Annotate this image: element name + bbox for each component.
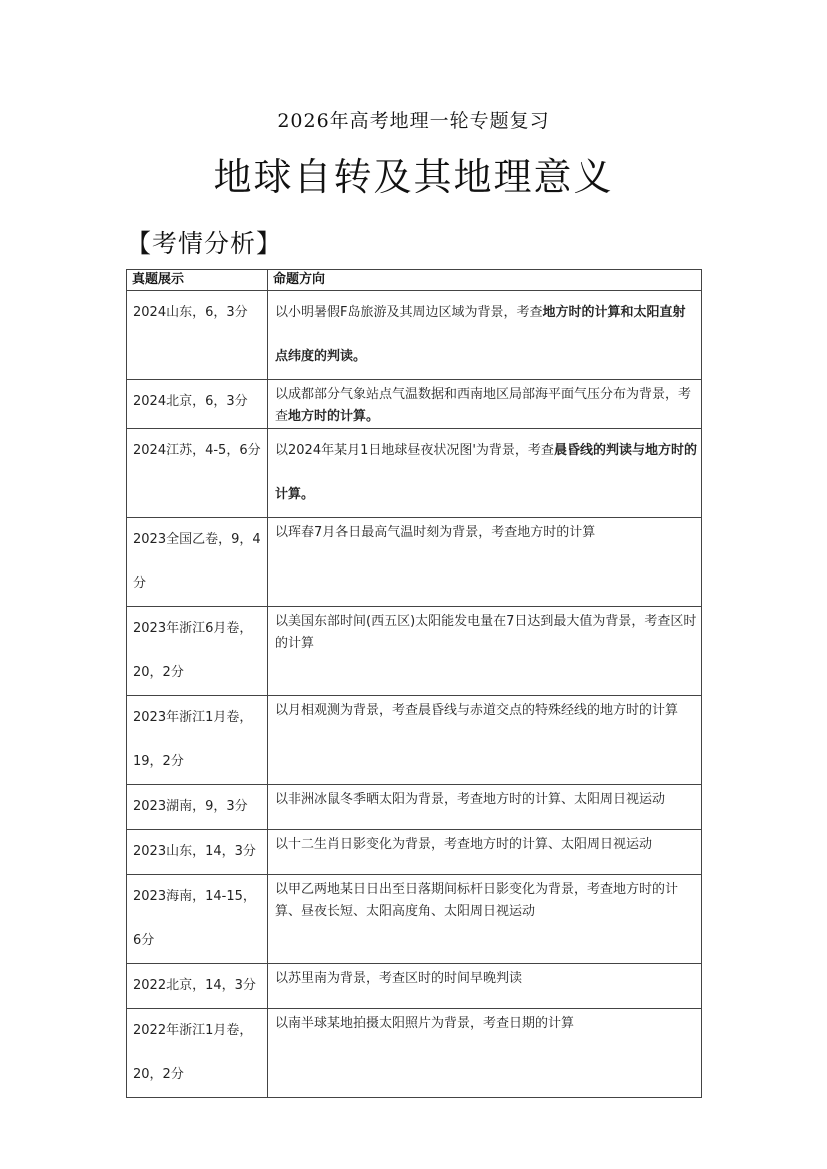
question-direction-cell xyxy=(268,291,702,380)
question-direction-cell xyxy=(268,380,702,429)
question-direction-cell xyxy=(268,875,702,964)
direction-text: 以美国东部时间(西五区)太阳能发电量在7日达到最大值为背景，考查区时的计算 xyxy=(275,614,697,651)
question-direction-cell xyxy=(268,607,702,696)
section-heading: 【考情分析】 xyxy=(126,229,283,258)
table-row xyxy=(127,964,702,1009)
direction-text: 以2024年某月1日地球昼夜状况图'为背景，考查 xyxy=(275,443,554,458)
direction-text: 以十二生肖日影变化为背景，考查地方时的计算、太阳周日视运动 xyxy=(275,837,653,852)
table-header-row xyxy=(127,270,702,291)
document-subtitle: 2026年高考地理一轮专题复习 xyxy=(277,110,550,132)
table-row xyxy=(127,785,702,830)
exam-analysis-table xyxy=(126,269,702,1098)
question-direction-cell xyxy=(268,1009,702,1098)
exam-source-cell: 2023海南，14-15，6分 xyxy=(127,875,268,964)
question-direction-cell xyxy=(268,830,702,875)
emphasis-text: 地方时的计算。 xyxy=(288,409,380,424)
table-row xyxy=(127,1009,702,1098)
exam-source-cell: 2023山东，14，3分 xyxy=(127,830,268,875)
table-row xyxy=(127,380,702,429)
direction-text: 以月相观测为背景，考查晨昏线与赤道交点的特殊经线的地方时的计算 xyxy=(275,703,679,718)
question-direction-cell xyxy=(268,696,702,785)
exam-source-cell: 2022年浙江1月卷，20，2分 xyxy=(127,1009,268,1098)
table-row xyxy=(127,429,702,518)
direction-text: 以甲乙两地某日日出至日落期间标杆日影变化为背景，考查地方时的计算、昼夜长短、太阳高度角、太阳周日视运动 xyxy=(275,882,679,919)
table-row xyxy=(127,518,702,607)
question-direction-cell xyxy=(268,429,702,518)
exam-source-cell: 2024江苏，4-5，6分 xyxy=(127,429,268,518)
column-header-source: 真题展示 xyxy=(127,270,268,291)
table-row xyxy=(127,291,702,380)
emphasis-text: 地方时的计算和太阳直射点纬度的判读。 xyxy=(275,305,686,364)
exam-source-cell: 2024山东，6，3分 xyxy=(127,291,268,380)
exam-source-cell: 2023年浙江6月卷，20，2分 xyxy=(127,607,268,696)
direction-text: 以成都部分气象站点气温数据和西南地区局部海平面气压分布为背景，考查 xyxy=(275,387,692,424)
table-row xyxy=(127,607,702,696)
question-direction-cell xyxy=(268,785,702,830)
table-row xyxy=(127,696,702,785)
exam-source-cell: 2022北京，14，3分 xyxy=(127,964,268,1009)
direction-text: 以苏里南为背景，考查区时的时间早晚判读 xyxy=(275,971,523,986)
exam-source-cell: 2023年浙江1月卷，19，2分 xyxy=(127,696,268,785)
question-direction-cell xyxy=(268,518,702,607)
table-row xyxy=(127,830,702,875)
exam-source-cell: 2024北京，6，3分 xyxy=(127,380,268,429)
exam-source-cell: 2023湖南，9，3分 xyxy=(127,785,268,830)
direction-text: 以非洲冰鼠冬季晒太阳为背景，考查地方时的计算、太阳周日视运动 xyxy=(275,792,666,807)
direction-text: 以珲春7月各日最高气温时刻为背景，考查地方时的计算 xyxy=(275,525,596,540)
document-title: 地球自转及其地理意义 xyxy=(213,155,614,199)
direction-text: 以小明暑假F岛旅游及其周边区域为背景，考查 xyxy=(275,305,543,320)
question-direction-cell xyxy=(268,964,702,1009)
direction-text: 以南半球某地拍摄太阳照片为背景，考查日期的计算 xyxy=(275,1016,575,1031)
table-row xyxy=(127,875,702,964)
column-header-direction: 命题方向 xyxy=(268,270,702,291)
exam-source-cell: 2023全国乙卷，9，4分 xyxy=(127,518,268,607)
emphasis-text: 晨昏线的判读与地方时的计算。 xyxy=(275,443,697,502)
